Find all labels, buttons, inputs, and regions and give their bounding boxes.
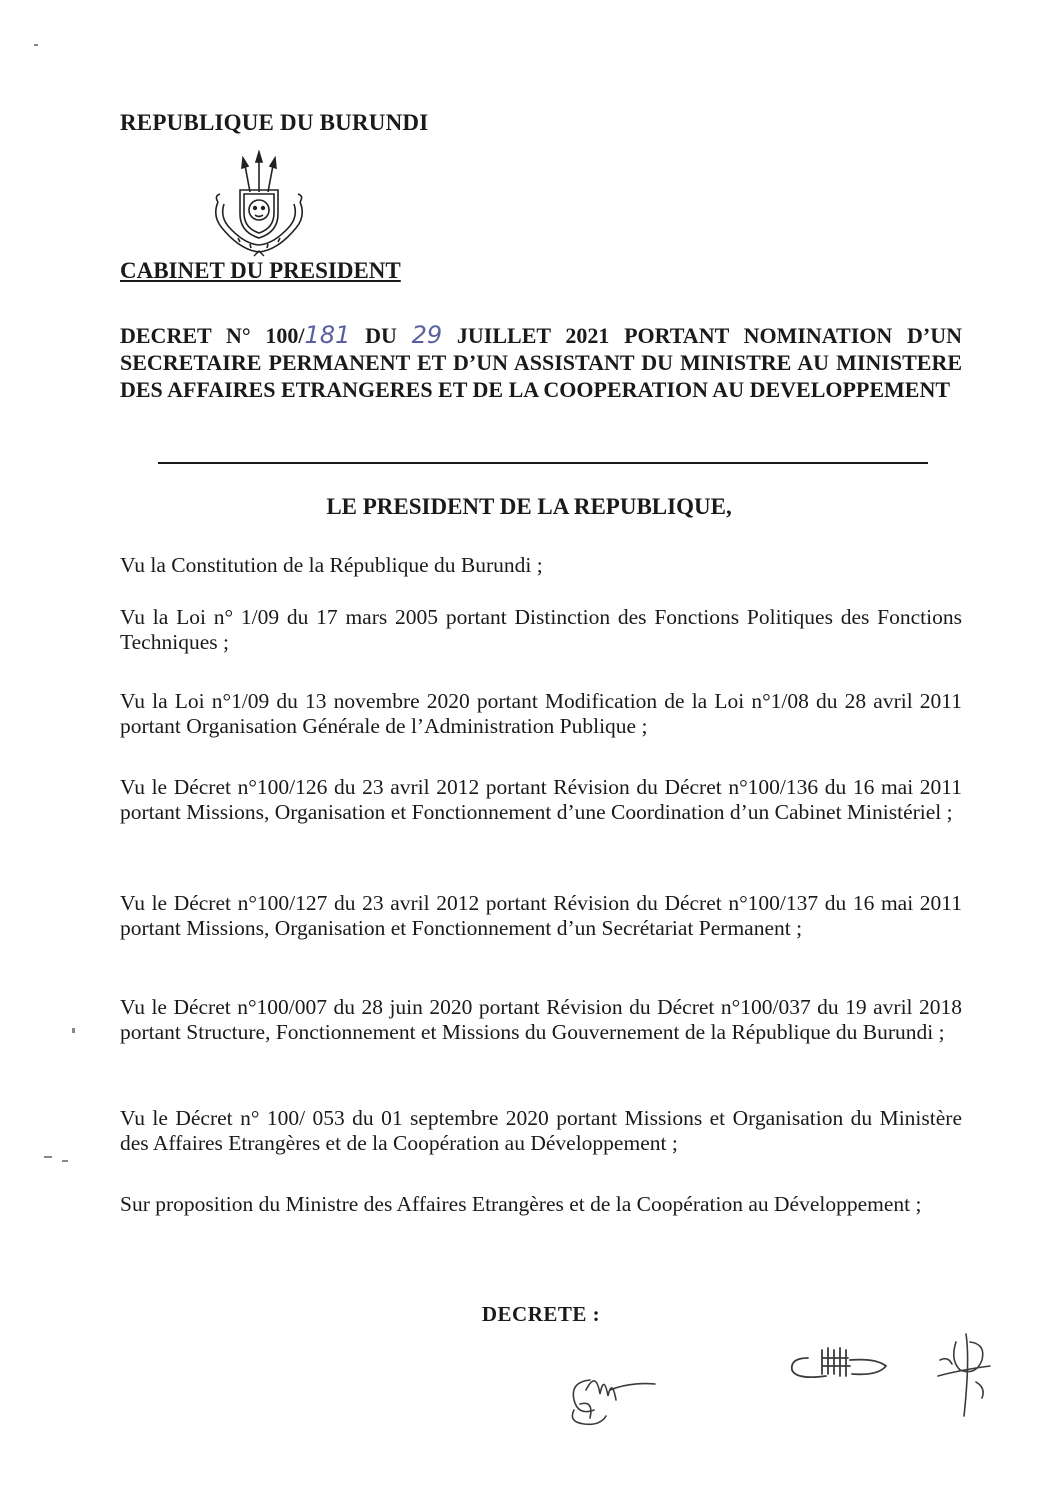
handwritten-initial-3-icon [930,1330,1000,1420]
cabinet-heading: CABINET DU PRESIDENT [120,258,401,283]
visa-paragraph: Vu le Décret n° 100/ 053 du 01 septembre 2020 portant Missions et Organisation du Ministère des Affaires Etrangères et de la Coopération au Développement ; [120,1106,962,1155]
handwritten-initial-2-icon [786,1336,904,1396]
republic-heading: REPUBLIQUE DU BURUNDI [120,110,429,135]
visa-paragraph: Vu le Décret n°100/126 du 23 avril 2012 portant Révision du Décret n°100/136 du 16 mai 2011 portant Missions, Organisation et Fonctionnement d’une Coordination d’un Cabinet Ministériel ; [120,775,962,824]
scan-speck [34,44,38,46]
scan-speck [44,1156,52,1158]
decrete-heading: DECRETE : [481,1302,601,1326]
decree-title-du: DU [365,323,397,348]
decree-title-rest: JUILLET 2021 PORTANT NOMINATION D’UN SECRETAIRE PERMANENT ET D’UN ASSISTANT DU MINISTRE AU MINISTERE DES AFFAIRES ETRANGERES ET DE LA COOPERATION AU DEVELOPPEMENT [120,323,963,402]
scan-speck [62,1160,68,1162]
visa-paragraph: Vu la Loi n° 1/09 du 17 mars 2005 portant Distinction des Fonctions Politiques des Fonctions Techniques ; [120,605,962,654]
visa-paragraph: Vu la Loi n°1/09 du 13 novembre 2020 portant Modification de la Loi n°1/08 du 28 avril 2011 portant Organisation Générale de l’Administration Publique ; [120,689,962,738]
visa-paragraph: Vu le Décret n°100/007 du 28 juin 2020 portant Révision du Décret n°100/037 du 19 avril 2018 portant Structure, Fonctionnement et Missions du Gouvernement de la République du Burundi ; [120,995,962,1044]
handwritten-decree-number: 181 [304,321,351,349]
scan-speck [72,1028,75,1033]
decree-title-prefix: DECRET N° 100/ [120,323,305,348]
visa-paragraph: Sur proposition du Ministre des Affaires Etrangères et de la Coopération au Développement ; [120,1192,922,1216]
visa-paragraph: Vu le Décret n°100/127 du 23 avril 2012 portant Révision du Décret n°100/137 du 16 mai 2011 portant Missions, Organisation et Fonctionnement d’un Secrétariat Permanent ; [120,891,962,940]
authority-heading: LE PRESIDENT DE LA REPUBLIQUE, [326,494,732,519]
title-divider [158,462,928,464]
decree-title [120,322,962,403]
visa-paragraph: Vu la Constitution de la République du Burundi ; [120,553,543,577]
burundi-coat-of-arms-icon [200,150,318,262]
handwritten-decree-day: 29 [411,321,443,349]
handwritten-initial-1-icon [560,1360,660,1440]
